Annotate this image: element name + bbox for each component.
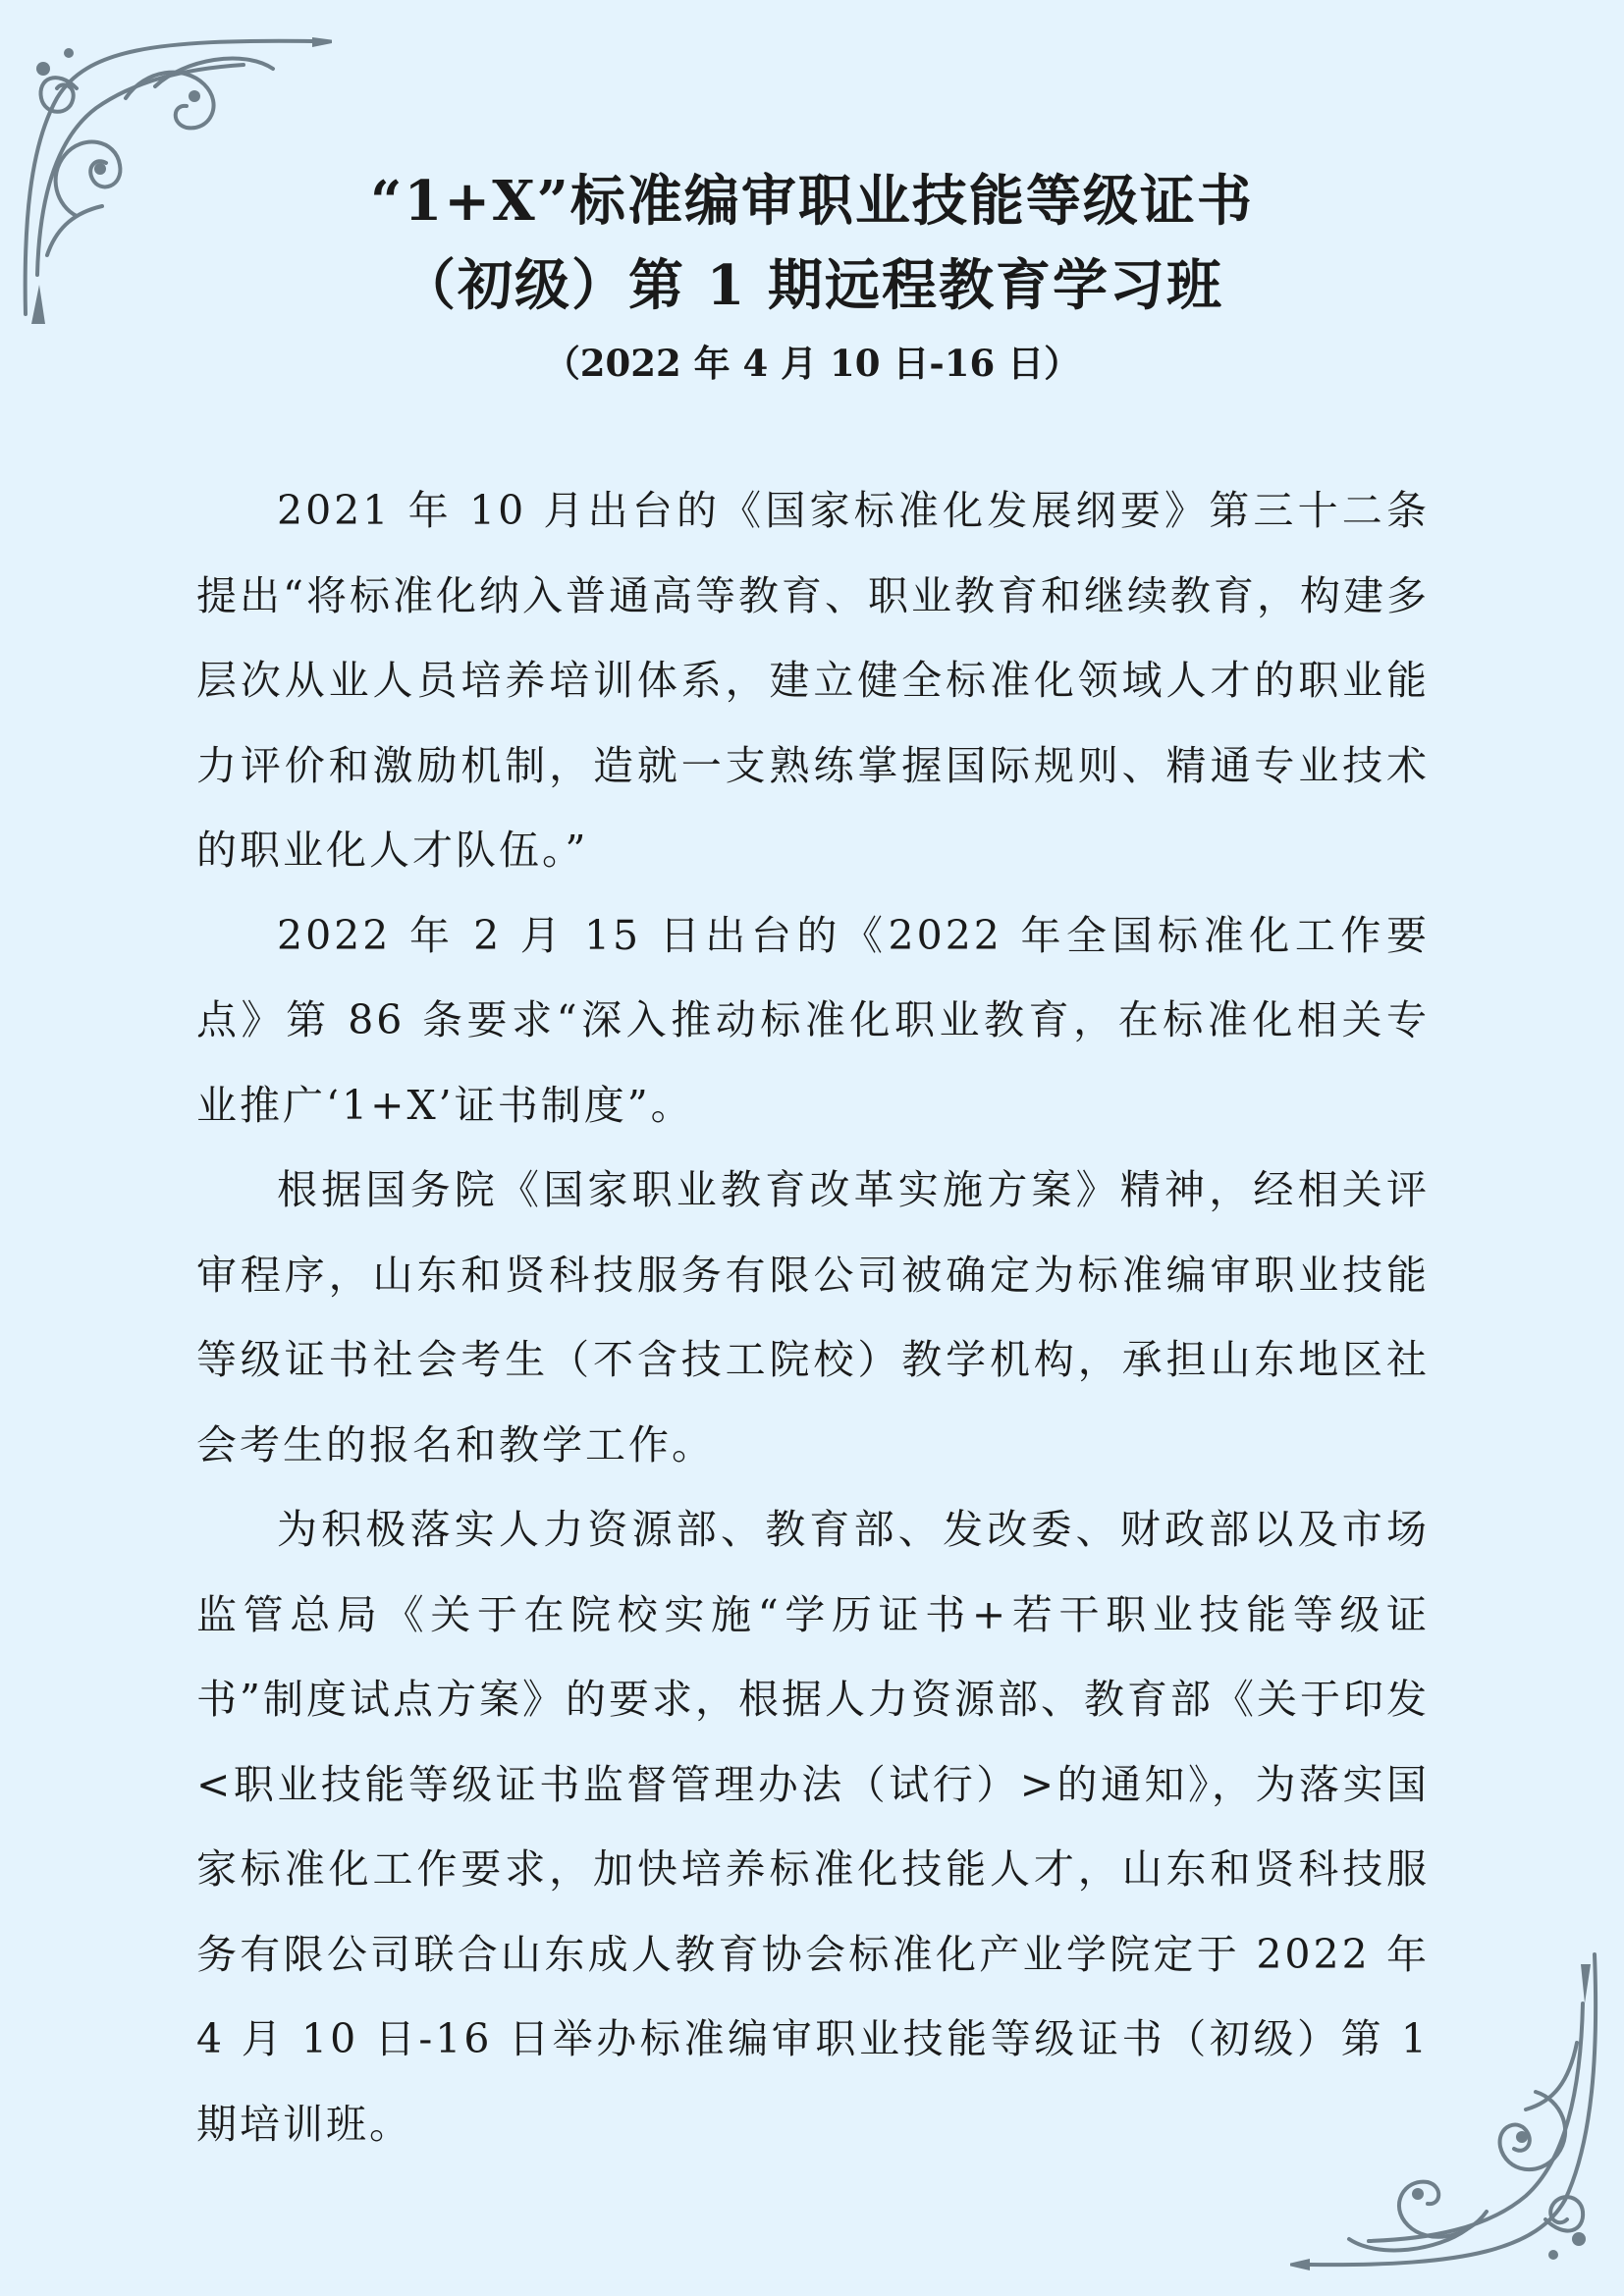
- document-body: [196, 468, 1430, 2166]
- body-paragraph-3: 根据国务院《国家职业教育改革实施方案》精神，经相关评审程序，山东和贤科技服务有限公司被确定为标准编审职业技能等级证书社会考生（不含技工院校）教学机构，承担山东地区社会考生的报名和教学工作。: [196, 1166, 1430, 1468]
- document-date-range: （2022 年 4 月 10 日-16 日）: [543, 342, 1081, 385]
- document-header: [0, 159, 1624, 391]
- document-title-line-2: （初级）第 1 期远程教育学习班: [401, 253, 1223, 318]
- body-paragraph-1: 2021 年 10 月出台的《国家标准化发展纲要》第三十二条提出“将标准化纳入普通高等教育、职业教育和继续教育，构建多层次从业人员培养培训体系，建立健全标准化领域人才的职业能力评价和激励机制，造就一支熟练掌握国际规则、精通专业技术的职业化人才队伍。”: [196, 487, 1430, 874]
- body-paragraph-4: 为积极落实人力资源部、教育部、发改委、财政部以及市场监管总局《关于在院校实施“学历证书+若干职业技能等级证书”制度试点方案》的要求，根据人力资源部、教育部《关于印发<职业技能等级证书监督管理办法（试行）>的通知》，为落实国家标准化工作要求，加快培养标准化技能人才，山东和贤科技服务有限公司联合山东成人教育协会标准化产业学院定于 2022 年 4 月 10 日-16 日举办标准编审职业技能等级证书（初级）第 1 期培训班。: [196, 1506, 1430, 2148]
- body-paragraph-2: 2022 年 2 月 15 日出台的《2022 年全国标准化工作要点》第 86 条要求“深入推动标准化职业教育，在标准化相关专业推广‘1+X’证书制度”。: [196, 911, 1430, 1129]
- document-title-line-1: “1+X”标准编审职业技能等级证书: [370, 169, 1254, 234]
